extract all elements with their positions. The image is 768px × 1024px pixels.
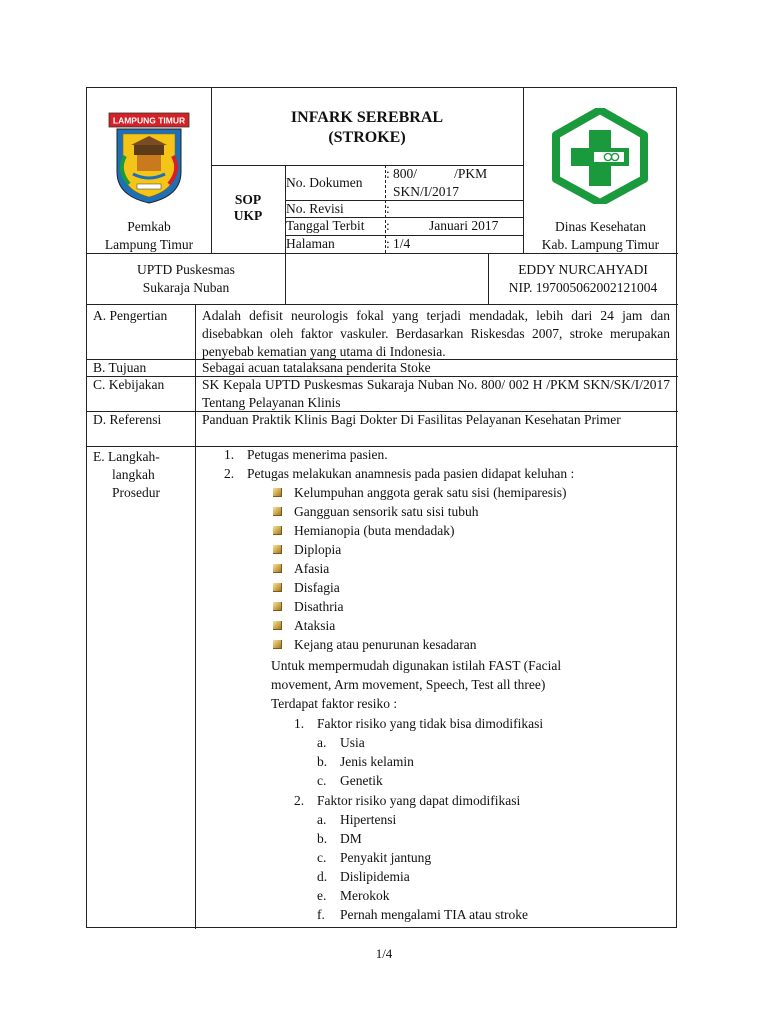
risk-2-item: Hipertensi [340,812,397,827]
risk-2-text: Faktor risiko yang dapat dimodifikasi [317,793,521,808]
step-1-text: Petugas menerima pasien. [247,447,388,462]
lampung-timur-emblem [103,110,195,206]
risk-2-item: DM [340,831,362,846]
section-a-label: A. Pengertian [93,308,168,323]
page-number: 1/4 [375,946,393,961]
left-caption-line2: Lampung Timur [104,237,194,252]
meta-colon-3: : [386,218,390,233]
risk-1-item-letter: b. [317,754,328,769]
meta-colon-4: : [386,236,390,251]
bullet-icon [273,488,282,497]
section-b-text: Sebagai acuan tatalaksana penderita Stoke [202,360,431,375]
sop-document [86,87,677,928]
meta-colon-1: : [386,166,390,181]
risk-2-number: 2. [294,793,305,808]
risk-1-item-letter: c. [317,773,327,788]
title-line2: (STROKE) [328,129,406,146]
risk-2-item-letter: f. [317,907,325,922]
sign-bottom-line [87,304,678,305]
symptom-item: Ataksia [294,618,336,633]
section-d-label: D. Referensi [93,412,162,427]
bullet-icon [273,564,282,573]
meta-colon-2: : [386,201,390,216]
section-e-label [93,448,160,502]
bullet-icon [273,602,282,611]
risk-intro: Terdapat faktor resiko : [271,696,398,711]
meta-value-tanggal-terbit: Januari 2017 [429,218,499,233]
signatory [488,261,678,297]
risk-2-item: Merokok [340,888,390,903]
step-2-number: 2. [224,466,235,481]
signatory-nip: NIP. 197005062002121004 [508,280,658,295]
bullet-icon [273,545,282,554]
meta-value-halaman: 1/4 [393,236,411,251]
meta-value-no-dokumen-2: SKN/I/2017 [393,184,460,199]
step-1-number: 1. [224,447,235,462]
symptom-item: Disfagia [294,580,340,595]
section-a-text: Adalah defisit neurologis fokal yang terjadi mendadak, lebih dari 24 jam dan disebabkan oleh faktor vaskuler. Berdasarkan Riskesdas 2007, stroke merupakan penyebab kematian yang utama di Indonesia. [202,308,670,359]
meta-label-no-revisi: No. Revisi [286,201,344,216]
symptom-item: Disathria [294,599,344,614]
emblem-banner-text: LAMPUNG TIMUR [112,115,186,126]
title-line1: INFARK SEREBRAL [290,109,444,126]
section-b-label: B. Tujuan [93,360,147,375]
risk-1-text: Faktor risiko yang tidak bisa dimodifikasi [317,716,544,731]
bullet-icon [273,640,282,649]
left-caption [87,218,211,254]
bullet-icon [273,507,282,516]
risk-2-item-letter: d. [317,869,328,884]
step-2-text: Petugas melakukan anamnesis pada pasien didapat keluhan : [247,466,575,481]
section-e-label-line3: Prosedur [112,485,160,500]
right-caption [523,218,678,254]
risk-2-item-letter: e. [317,888,327,903]
section-d-text: Panduan Praktik Klinis Bagi Dokter Di Fasilitas Pelayanan Kesehatan Primer [202,412,621,427]
right-caption-line2: Kab. Lampung Timur [541,237,660,252]
sop-line2: UKP [233,208,263,223]
meta-value-no-dokumen-1: 800/ /PKM [393,166,488,181]
section-e-label-line2: langkah [112,467,155,482]
fast-line-2: movement, Arm movement, Speech, Test all three) [271,677,546,692]
section-c-text: SK Kepala UPTD Puskesmas Sukaraja Nuban No. 800/ 002 H /PKM SKN/SK/I/2017 Tentang Pelayanan Klinis [202,377,670,410]
symptom-item: Afasia [294,561,330,576]
puskesmas-line2: Sukaraja Nuban [142,280,230,295]
symptom-item: Kejang atau penurunan kesadaran [294,637,477,652]
left-caption-line1: Pemkab [127,219,171,234]
section-c-label: C. Kebijakan [93,377,165,392]
risk-2-item: Pernah mengalami TIA atau stroke [340,907,528,922]
risk-2-item: Penyakit jantung [340,850,432,865]
sop-ukp-label [211,192,285,224]
puskesmas-name [87,261,285,297]
dinas-kesehatan-logo [545,108,655,204]
meta-label-tanggal-terbit: Tanggal Terbit [286,218,365,233]
risk-1-item: Jenis kelamin [340,754,414,769]
right-caption-line1: Dinas Kesehatan [554,219,647,234]
bullet-icon [273,583,282,592]
section-e-label-line1: E. Langkah- [93,449,160,464]
bullet-icon [273,526,282,535]
puskesmas-line1: UPTD Puskesmas [137,262,235,277]
risk-1-item-letter: a. [317,735,327,750]
risk-2-item-letter: b. [317,831,328,846]
document-title [211,108,523,148]
symptom-item: Diplopia [294,542,342,557]
risk-1-item: Genetik [340,773,383,788]
sop-line1: SOP [234,192,262,207]
symptom-item: Kelumpuhan anggota gerak satu sisi (hemiparesis) [294,485,567,500]
meta-label-halaman: Halaman [286,236,335,251]
risk-1-number: 1. [294,716,305,731]
meta-label-no-dokumen: No. Dokumen [286,175,363,190]
fast-line-1: Untuk mempermudah digunakan istilah FAST (Facial [271,658,562,673]
symptom-item: Hemianopia (buta mendadak) [294,523,455,538]
risk-2-item-letter: a. [317,812,327,827]
risk-2-item-letter: c. [317,850,327,865]
section-label-divider [195,304,196,929]
risk-1-item: Usia [340,735,365,750]
sign-divider-left [285,253,286,304]
bullet-icon [273,621,282,630]
risk-2-item: Dislipidemia [340,869,410,884]
symptom-item: Gangguan sensorik satu sisi tubuh [294,504,479,519]
signatory-name: EDDY NURCAHYADI [518,262,648,277]
